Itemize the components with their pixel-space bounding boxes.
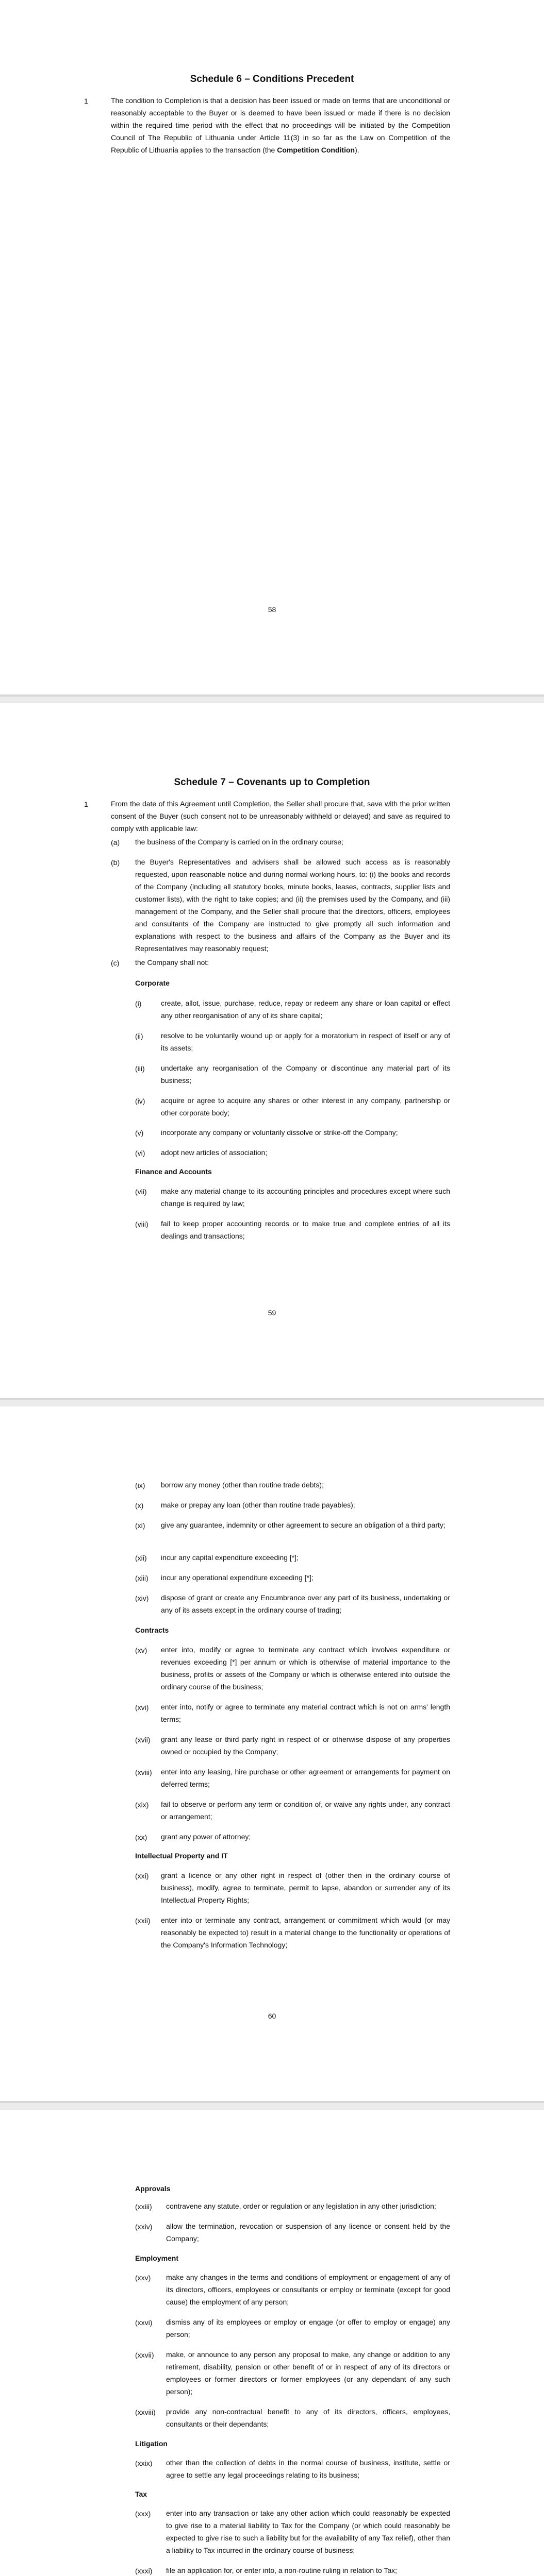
item-label: (xxvii) bbox=[135, 2351, 154, 2359]
page-59 bbox=[0, 703, 544, 1400]
page-58 bbox=[0, 0, 544, 697]
item-text: enter into or terminate any contract, arrangement or commitment which would (or may reasonably be expected to) result in a material change to the functionality or operations of the Company's Information Technology; bbox=[161, 1916, 450, 1949]
item-text: make any changes in the terms and conditions of employment or engagement of any of its directors, officers, employees or consultants or employ or terminate (except for good cause) the employment of any person; bbox=[166, 2273, 450, 2306]
item-text: acquire or agree to acquire any shares or other interest in any company, partnership or other corporate body; bbox=[161, 1096, 450, 1117]
section-heading: Approvals bbox=[135, 2184, 171, 2193]
item-label: (xvii) bbox=[135, 1736, 151, 1744]
defined-term: Competition Condition bbox=[277, 146, 355, 154]
page-number: 58 bbox=[268, 605, 276, 614]
item-text: enter into, notify or agree to terminate any material contract which is not on arms' length terms; bbox=[161, 1703, 450, 1723]
item-label: (b) bbox=[111, 858, 120, 867]
item-text: allow the termination, revocation or suspension of any licence or consent held by the Company; bbox=[166, 2222, 450, 2243]
item-label: (xxi) bbox=[135, 1872, 149, 1880]
section-heading: Corporate bbox=[135, 979, 170, 987]
item-label: (a) bbox=[111, 838, 120, 846]
item-label: (x) bbox=[135, 1501, 144, 1510]
item-label: (xxiv) bbox=[135, 2223, 153, 2231]
clause-number: 1 bbox=[84, 97, 88, 105]
item-text: enter into any leasing, hire purchase or other agreement or arrangements for payment on deferred terms; bbox=[161, 1768, 450, 1788]
item-text: other than the collection of debts in the normal course of business, institute, settle or agree to settle any legal proceedings relating to its business; bbox=[166, 2459, 450, 2479]
item-text: grant any lease or third party right in respect of or otherwise dispose of any properties owned or occupied by the Company; bbox=[161, 1735, 450, 1756]
item-text: fail to observe or perform any term or condition of, or waive any rights under, any contract or arrangement; bbox=[161, 1800, 450, 1821]
section-heading: Tax bbox=[135, 2490, 147, 2498]
page-61 bbox=[0, 2110, 544, 2576]
clause-paragraph: The condition to Completion is that a decision has been issued or made on terms that are unconditional or reasonably acceptable to the Buyer or is deemed to have been issued or made if there is no decision within the required time period with the effect that no proceedings will be initiated by the Competition Council of The Republic of Lithuania under Article 11(3) in so far as the Law on Competition of the Republic of Lithuania applies to the transaction (the Competition Condition). bbox=[111, 96, 450, 154]
item-label: (iii) bbox=[135, 1064, 145, 1073]
section-heading: Finance and Accounts bbox=[135, 1167, 212, 1176]
item-text: contravene any statute, order or regulation or any legislation in any other jurisdiction; bbox=[166, 2202, 436, 2210]
item-text: fail to keep proper accounting records or to make true and complete entries of all its dealings and transactions; bbox=[161, 1219, 450, 1240]
item-text: file an application for, or enter into, a non-routine ruling in relation to Tax; bbox=[166, 2566, 398, 2574]
item-label: (xvi) bbox=[135, 1703, 149, 1711]
item-text: resolve to be voluntarily wound up or apply for a moratorium in respect of itself or any of its assets; bbox=[161, 1031, 450, 1052]
item-text: adopt new articles of association; bbox=[161, 1148, 268, 1157]
schedule-7-title: Schedule 7 – Covenants up to Completion bbox=[174, 777, 370, 788]
item-label: (xxii) bbox=[135, 1917, 151, 1925]
item-text: make, or announce to any person any proposal to make, any change or addition to any retirement, disability, pension or other benefit of or in respect of any of its directors or employees or former directors or former employees (or any dependant of any such person); bbox=[166, 2350, 450, 2396]
item-text: the business of the Company is carried on in the ordinary course; bbox=[135, 838, 343, 846]
item-text: create, allot, issue, purchase, reduce, repay or redeem any share or loan capital or effect any other reorganisation of any of its share capital; bbox=[161, 999, 450, 1020]
section-heading: Contracts bbox=[135, 1626, 169, 1634]
item-label: (xviii) bbox=[135, 1768, 152, 1776]
item-label: (ii) bbox=[135, 1032, 143, 1040]
item-text: grant a licence or any other right in respect of (other then in the ordinary course of business), modify, agree to terminate, permit to lapse, abandon or surrender any of its Intellectual Property Rights; bbox=[161, 1871, 450, 1904]
page-number: 59 bbox=[268, 1309, 276, 1317]
item-label: (xxix) bbox=[135, 2459, 153, 2467]
item-label: (xii) bbox=[135, 1554, 147, 1562]
item-label: (xxviii) bbox=[135, 2408, 156, 2416]
section-heading: Intellectual Property and IT bbox=[135, 1852, 228, 1860]
page-60 bbox=[0, 1406, 544, 2103]
item-text: incorporate any company or voluntarily dissolve or strike-off the Company; bbox=[161, 1128, 398, 1137]
item-label: (xxxi) bbox=[135, 2567, 153, 2575]
item-label: (c) bbox=[111, 959, 120, 967]
item-label: (viii) bbox=[135, 1220, 149, 1228]
item-label: (vi) bbox=[135, 1149, 145, 1157]
item-text: the Company shall not: bbox=[135, 958, 209, 967]
item-text: make any material change to its accounting principles and procedures except where such change is required by law; bbox=[161, 1187, 450, 1208]
item-text: borrow any money (other than routine trade debts); bbox=[161, 1481, 324, 1489]
item-text: dispose of grant or create any Encumbrance over any part of its business, undertaking or any of its assets except in the ordinary course of trading; bbox=[161, 1594, 450, 1614]
section-heading: Litigation bbox=[135, 2439, 168, 2448]
item-label: (iv) bbox=[135, 1097, 145, 1105]
page-number: 60 bbox=[268, 2012, 276, 2020]
item-label: (i) bbox=[135, 999, 142, 1008]
intro-paragraph: From the date of this Agreement until Completion, the Seller shall procure that, save with the prior written consent of the Buyer (such consent not to be unreasonably withheld or delayed) and save as required to comply with applicable law: bbox=[111, 800, 450, 833]
item-label: (xxv) bbox=[135, 2274, 151, 2282]
item-text: enter into any transaction or take any other action which could reasonably be expected to give rise to a material liability to Tax for the Company (or which could reasonably be expected to give rise to such a liability but for the availability of any Tax relief), other than a liability to Tax incurred in the ordinary course of business; bbox=[166, 2509, 450, 2554]
item-text: the Buyer's Representatives and advisers shall be allowed such access as is reasonably requested, upon reasonable notice and during normal working hours, to: (i) the books and records of the Company (including all statutory books, minute books, leases, contracts, supplier lists and customer lists), with the right to take copies; and (ii) the premises used by the Company, and (iii) management of the Company, and the Seller shall procure that the directors, officers, employees and consultants of the Company are instructed to give promptly all such information and explanations with respect to the business and affairs of the Company as the Buyer and its Representatives may reasonably request; bbox=[135, 858, 450, 953]
item-label: (xxvi) bbox=[135, 2318, 153, 2327]
item-text: incur any operational expenditure exceeding [*]; bbox=[161, 1573, 314, 1582]
item-text: incur any capital expenditure exceeding [*]; bbox=[161, 1553, 299, 1562]
item-label: (xx) bbox=[135, 1833, 147, 1841]
item-label: (xv) bbox=[135, 1646, 147, 1654]
item-label: (xiv) bbox=[135, 1594, 149, 1602]
item-text: dismiss any of its employees or employ or engage (or offer to employ or engage) any person; bbox=[166, 2318, 450, 2338]
item-label: (ix) bbox=[135, 1481, 145, 1489]
item-label: (xi) bbox=[135, 1521, 145, 1530]
section-heading: Employment bbox=[135, 2254, 179, 2262]
item-text: enter into, modify or agree to terminate any contract which involves expenditure or revenues exceeding [*] per annum or which is otherwise of material importance to the business, profits or assets of the Company or which is otherwise entered into outside the ordinary course of the business; bbox=[161, 1646, 450, 1691]
item-label: (xix) bbox=[135, 1801, 149, 1809]
item-text: provide any non-contractual benefit to any of its directors, officers, employees, consultants or their dependants; bbox=[166, 2408, 450, 2428]
item-text: make or prepay any loan (other than routine trade payables); bbox=[161, 1501, 355, 1509]
item-label: (xxiii) bbox=[135, 2202, 152, 2211]
schedule-6-title: Schedule 6 – Conditions Precedent bbox=[190, 74, 354, 84]
item-label: (vii) bbox=[135, 1188, 147, 1196]
item-label: (v) bbox=[135, 1129, 144, 1137]
clause-number: 1 bbox=[84, 800, 88, 808]
item-label: (xiii) bbox=[135, 1574, 149, 1582]
item-text: give any guarantee, indemnity or other agreement to secure an obligation of a third party; bbox=[161, 1521, 446, 1529]
item-text: grant any power of attorney; bbox=[161, 1833, 251, 1841]
item-text: undertake any reorganisation of the Company or discontinue any material part of its business; bbox=[161, 1064, 450, 1084]
item-label: (xxx) bbox=[135, 2510, 151, 2518]
